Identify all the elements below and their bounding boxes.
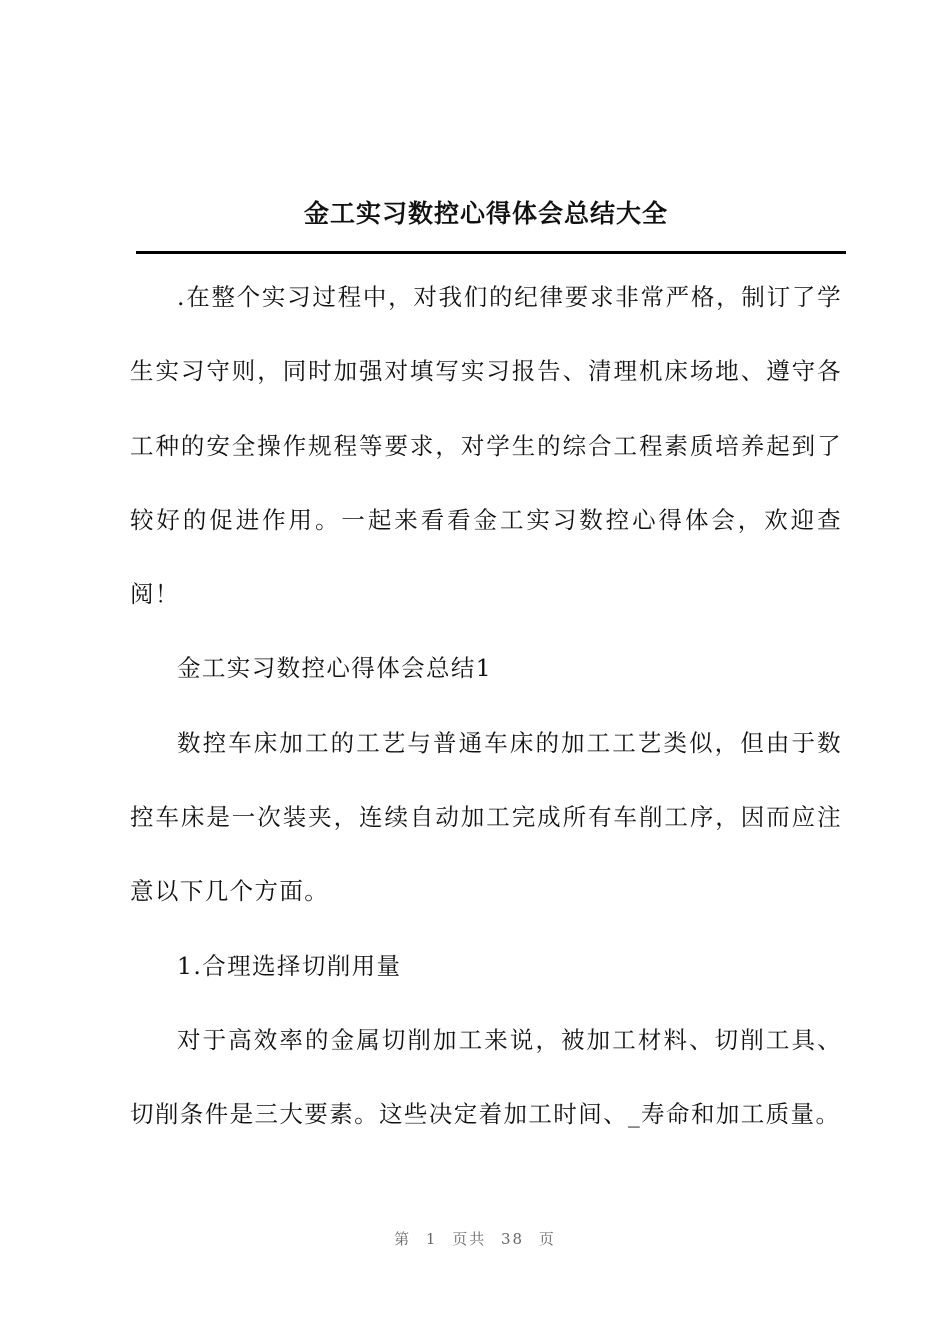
document-title: 金工实习数控心得体会总结大全 [303, 199, 668, 228]
section-heading: 金工实习数控心得体会总结1 [177, 654, 493, 683]
page-number-footer: 第 1 页共 38 页 [394, 1230, 556, 1248]
title-divider [136, 251, 846, 254]
intro-paragraph: .在整个实习过程中，对我们的纪律要求非常严格，制订了学生实习守则，同时加强对填写实习报告、清理机床场地、遵守各工种的安全操作规程等要求，对学生的综合工程素质培养起到了较好的促进作用。一起来看看金工实习数控心得体会，欢迎查阅！ [130, 283, 842, 609]
document-body [130, 260, 842, 1152]
body-paragraph: 对于高效率的金属切削加工来说，被加工材料、切削工具、切削条件是三大要素。这些决定着加工时间、_寿命和加工质量。 [130, 1025, 842, 1129]
subsection-heading: 1.合理选择切削用量 [177, 951, 402, 980]
body-paragraph: 数控车床加工的工艺与普通车床的加工工艺类似，但由于数控车床是一次装夹，连续自动加工完成所有车削工序，因而应注意以下几个方面。 [130, 728, 842, 906]
